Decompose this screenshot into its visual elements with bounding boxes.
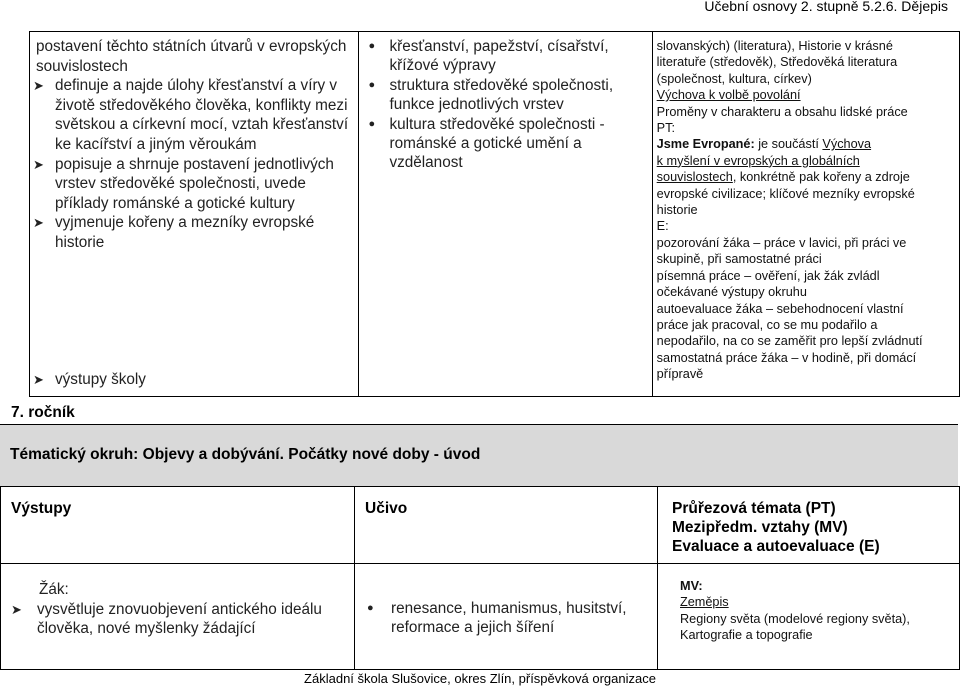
header-curriculum: Učivo bbox=[355, 487, 658, 564]
bottom-table bbox=[0, 486, 960, 670]
curriculum-item: ● renesance, humanismus, husitství, reformace a jejich šíření bbox=[367, 600, 627, 637]
bullet-dot-icon: ● bbox=[368, 78, 376, 91]
text-line: očekávané výstupy okruhu bbox=[656, 285, 807, 300]
bullet-dot-icon: ● bbox=[368, 40, 376, 52]
e-label: E: bbox=[656, 219, 669, 234]
arrow-bullet-icon: ➤ bbox=[33, 372, 44, 387]
outcome-item: ➤ popisuje a shrnuje postavení jednotlivých vrstev středověké společnosti, uvede příklady románské a gotické kultury bbox=[33, 155, 334, 212]
text-line: slovanských) (literatura), Historie v krásné bbox=[656, 39, 893, 53]
curriculum-item: ● křesťanství, papežství, císařství, křížové výpravy bbox=[368, 38, 609, 75]
school-outputs-item: ➤ výstupy školy bbox=[33, 371, 146, 388]
text-line: evropské civilizace; klíčové mezníky evropské bbox=[656, 186, 915, 201]
curriculum-cell-7 bbox=[355, 564, 658, 670]
outcome-item: ➤ vysvětluje znovuobjevení antického ideálu člověka, nové myšlenky žádající bbox=[11, 600, 322, 638]
outcome-continuation: postavení těchto státních útvarů v evropských souvislostech bbox=[36, 38, 347, 75]
top-table bbox=[29, 31, 960, 397]
text-line: samostatná práce žáka – v hodině, při domácí bbox=[656, 350, 917, 365]
text-line: nepodařilo, na co se zaměřit pro lepší zvládnutí bbox=[656, 334, 923, 349]
text-line: Proměny v charakteru a obsahu lidské práce bbox=[656, 104, 908, 119]
text-line: Jsme Evropané: je součástí Výchova bbox=[656, 137, 872, 152]
text-line: autoevaluace žáka – sebehodnocení vlastní bbox=[656, 301, 904, 316]
page-header: Učební osnovy 2. stupně 5.2.6. Dějepis bbox=[704, 0, 948, 14]
curriculum-item: ● struktura středověké společnosti, funkce jednotlivých vrstev bbox=[368, 76, 614, 114]
mv-label: MV: bbox=[680, 579, 703, 593]
header-cross-topics: Průřezová témata (PT) Mezipředm. vztahy (MV) Evaluace a autoevaluace (E) bbox=[658, 487, 960, 564]
arrow-bullet-icon: ➤ bbox=[33, 78, 44, 94]
outcomes-cell-7 bbox=[1, 564, 355, 670]
text-line: pozorování žáka – práce v lavici, při práci ve bbox=[656, 235, 907, 250]
arrow-bullet-icon: ➤ bbox=[11, 601, 22, 617]
student-label: Žák: bbox=[39, 581, 69, 598]
text-line: k myšlení v evropských a globálních bbox=[656, 153, 860, 168]
grade-heading: 7. ročník bbox=[11, 404, 75, 421]
topic-title: Tématický okruh: Objevy a dobývání. Počátky nové doby - úvod bbox=[10, 446, 481, 463]
text-line: písemná práce – ověření, jak žák zvládl bbox=[656, 268, 880, 283]
arrow-bullet-icon: ➤ bbox=[33, 215, 44, 231]
subject-link: Zeměpis bbox=[680, 595, 729, 610]
outcome-item: ➤ definuje a najde úlohy křesťanství a víry v životě středověkého člověka, konflikty mezi světskou a církevní mocí, vztah křesťanství ke kacířství a jiným věroukám bbox=[33, 77, 349, 153]
text-line: práce jak pracoval, co se mu podařilo a bbox=[656, 317, 878, 332]
header-outcomes: Výstupy bbox=[1, 487, 355, 564]
text-line: historie bbox=[656, 203, 698, 218]
curriculum-cell bbox=[359, 32, 652, 397]
text-line: Kartografie a topografie bbox=[680, 628, 813, 643]
text-line: skupině, při samostatné práci bbox=[656, 252, 822, 267]
text-line: přípravě bbox=[656, 367, 704, 382]
outcomes-cell bbox=[30, 32, 359, 397]
text-line: souvislostech, konkrétně pak kořeny a zdroje bbox=[656, 170, 910, 185]
cross-topics-cell-7 bbox=[658, 564, 960, 670]
arrow-bullet-icon: ➤ bbox=[33, 156, 44, 172]
outcome-item: ➤ vyjmenuje kořeny a mezníky evropské historie bbox=[33, 214, 315, 251]
bullet-dot-icon: ● bbox=[367, 602, 374, 614]
text-line: Regiony světa (modelové regiony světa), bbox=[680, 611, 910, 626]
page-footer: Základní škola Slušovice, okres Zlín, příspěvková organizace bbox=[304, 671, 656, 686]
pt-label: PT: bbox=[656, 121, 676, 136]
cross-topics-cell bbox=[652, 32, 959, 397]
text-line: Výchova k volbě povolání bbox=[656, 88, 801, 103]
text-line: (společnost, kultura, církev) bbox=[656, 71, 812, 86]
text-line: literatuře (středověk), Středověká literatura bbox=[656, 55, 898, 70]
bullet-dot-icon: ● bbox=[368, 117, 376, 130]
topic-banner bbox=[0, 424, 958, 487]
curriculum-item: ● kultura středověké společnosti - románské a gotické umění a vzdělanost bbox=[368, 115, 605, 172]
